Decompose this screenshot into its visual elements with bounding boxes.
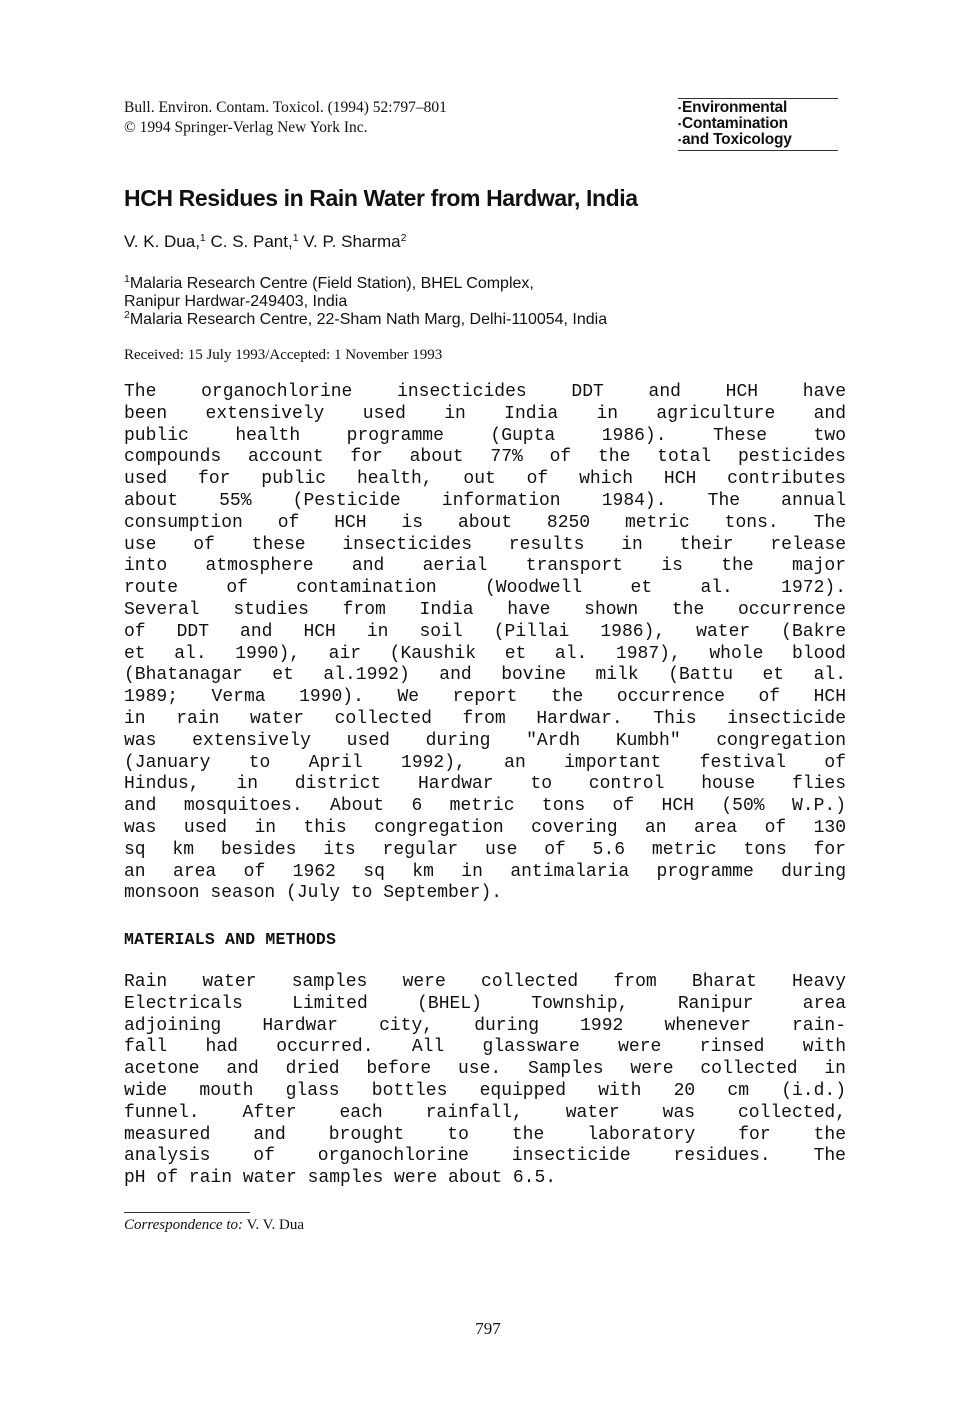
citation-block bbox=[124, 98, 447, 138]
text-line: (Bhatanagar et al.1992) and bovine milk (Battu et al. bbox=[124, 665, 846, 686]
journal-logo-line-2: ▪Contamination bbox=[678, 115, 788, 133]
text-line: was used in this congregation covering an area of 130 bbox=[124, 817, 846, 838]
text-line: Electricals Limited (BHEL) Township, Ranipur area bbox=[124, 993, 846, 1014]
page-number: 797 bbox=[475, 1319, 501, 1338]
text-line: pH of rain water samples were about 6.5. bbox=[124, 1168, 557, 1189]
received-dates: Received: 15 July 1993/Accepted: 1 November 1993 bbox=[124, 347, 443, 363]
text-line: Hindus, in district Hardwar to control house flies bbox=[124, 774, 846, 795]
text-line: analysis of organochlorine insecticide residues. The bbox=[124, 1146, 846, 1167]
text-line: monsoon season (July to September). bbox=[124, 883, 503, 904]
author-name: V. P. Sharma bbox=[303, 232, 401, 251]
text-line: in rain water collected from Hardwar. This insecticide bbox=[124, 708, 846, 729]
text-line: (January to April 1992), an important festival of bbox=[124, 752, 846, 773]
text-line: been extensively used in India in agriculture and bbox=[124, 403, 846, 424]
section-heading: MATERIALS AND METHODS bbox=[124, 930, 337, 949]
text-line: of DDT and HCH in soil (Pillai 1986), water (Bakre bbox=[124, 621, 846, 642]
text-line: an area of 1962 sq km in antimalaria programme during bbox=[124, 861, 846, 882]
text-line: measured and brought to the laboratory for the bbox=[124, 1124, 846, 1145]
introduction-paragraph bbox=[124, 382, 846, 905]
text-line: into atmosphere and aerial transport is the major bbox=[124, 556, 846, 577]
journal-logo-line-3: ▪and Toxicology bbox=[678, 131, 792, 149]
author-name: V. K. Dua, bbox=[124, 232, 200, 251]
text-line: Several studies from India have shown the occurrence bbox=[124, 599, 846, 620]
text-line: public health programme (Gupta 1986). These two bbox=[124, 425, 846, 446]
text-line: acetone and dried before use. Samples were collected in bbox=[124, 1059, 846, 1080]
text-line: funnel. After each rainfall, water was collected, bbox=[124, 1102, 846, 1123]
text-line: adjoining Hardwar city, during 1992 whenever rain- bbox=[124, 1015, 846, 1036]
text-line: used for public health, out of which HCH contributes bbox=[124, 469, 846, 490]
text-line: 1989; Verma 1990). We report the occurrence of HCH bbox=[124, 687, 846, 708]
text-line: fall had occurred. All glassware were rinsed with bbox=[124, 1037, 846, 1058]
footnote-rule bbox=[124, 1212, 250, 1213]
text-line: wide mouth glass bottles equipped with 20 cm (i.d.) bbox=[124, 1080, 846, 1101]
text-line: et al. 1990), air (Kaushik et al. 1987), whole blood bbox=[124, 643, 846, 664]
methods-paragraph bbox=[124, 972, 846, 1190]
affiliations bbox=[124, 275, 607, 329]
affiliation-line: $^2$Malaria Research Centre, 22-Sham Nath Marg, Delhi-110054, India bbox=[124, 309, 608, 328]
text-line: compounds account for about 77% of the total pesticides bbox=[124, 447, 846, 468]
author-list: V. K. Dua,$^1$ C. S. Pant,$^1$ V. P. Sharma$^2$ bbox=[124, 232, 407, 251]
text-line: consumption of HCH is about 8250 metric tons. The bbox=[124, 512, 846, 533]
journal-citation: Bull. Environ. Contam. Toxicol. (1994) 52:797–801 bbox=[124, 99, 447, 116]
text-line: Rain water samples were collected from Bharat Heavy bbox=[124, 972, 846, 992]
article-title: HCH Residues in Rain Water from Hardwar, India bbox=[124, 185, 638, 211]
text-line: route of contamination (Woodwell et al. 1972). bbox=[124, 578, 846, 599]
journal-logo bbox=[678, 98, 840, 151]
text-line: and mosquitoes. About 6 metric tons of HCH (50% W.P.) bbox=[124, 796, 846, 817]
author-name: C. S. Pant, bbox=[210, 232, 293, 251]
text-line: was extensively used during "Ardh Kumbh" congregation bbox=[124, 730, 846, 751]
text-line: use of these insecticides results in their release bbox=[124, 534, 846, 555]
text-line: sq km besides its regular use of 5.6 metric tons for bbox=[124, 839, 846, 860]
correspondence-footnote: Correspondence to: V. V. Dua bbox=[124, 1217, 305, 1233]
affiliation-line: Ranipur Hardwar-249403, India bbox=[124, 293, 348, 310]
journal-logo-line-1: ▪Environmental bbox=[678, 99, 788, 117]
copyright-line: © 1994 Springer-Verlag New York Inc. bbox=[124, 119, 368, 136]
text-line: about 55% (Pesticide information 1984). The annual bbox=[124, 490, 846, 511]
text-line: The organochlorine insecticides DDT and HCH have bbox=[124, 382, 846, 402]
affiliation-line: $^1$Malaria Research Centre (Field Station), BHEL Complex, bbox=[124, 273, 534, 292]
